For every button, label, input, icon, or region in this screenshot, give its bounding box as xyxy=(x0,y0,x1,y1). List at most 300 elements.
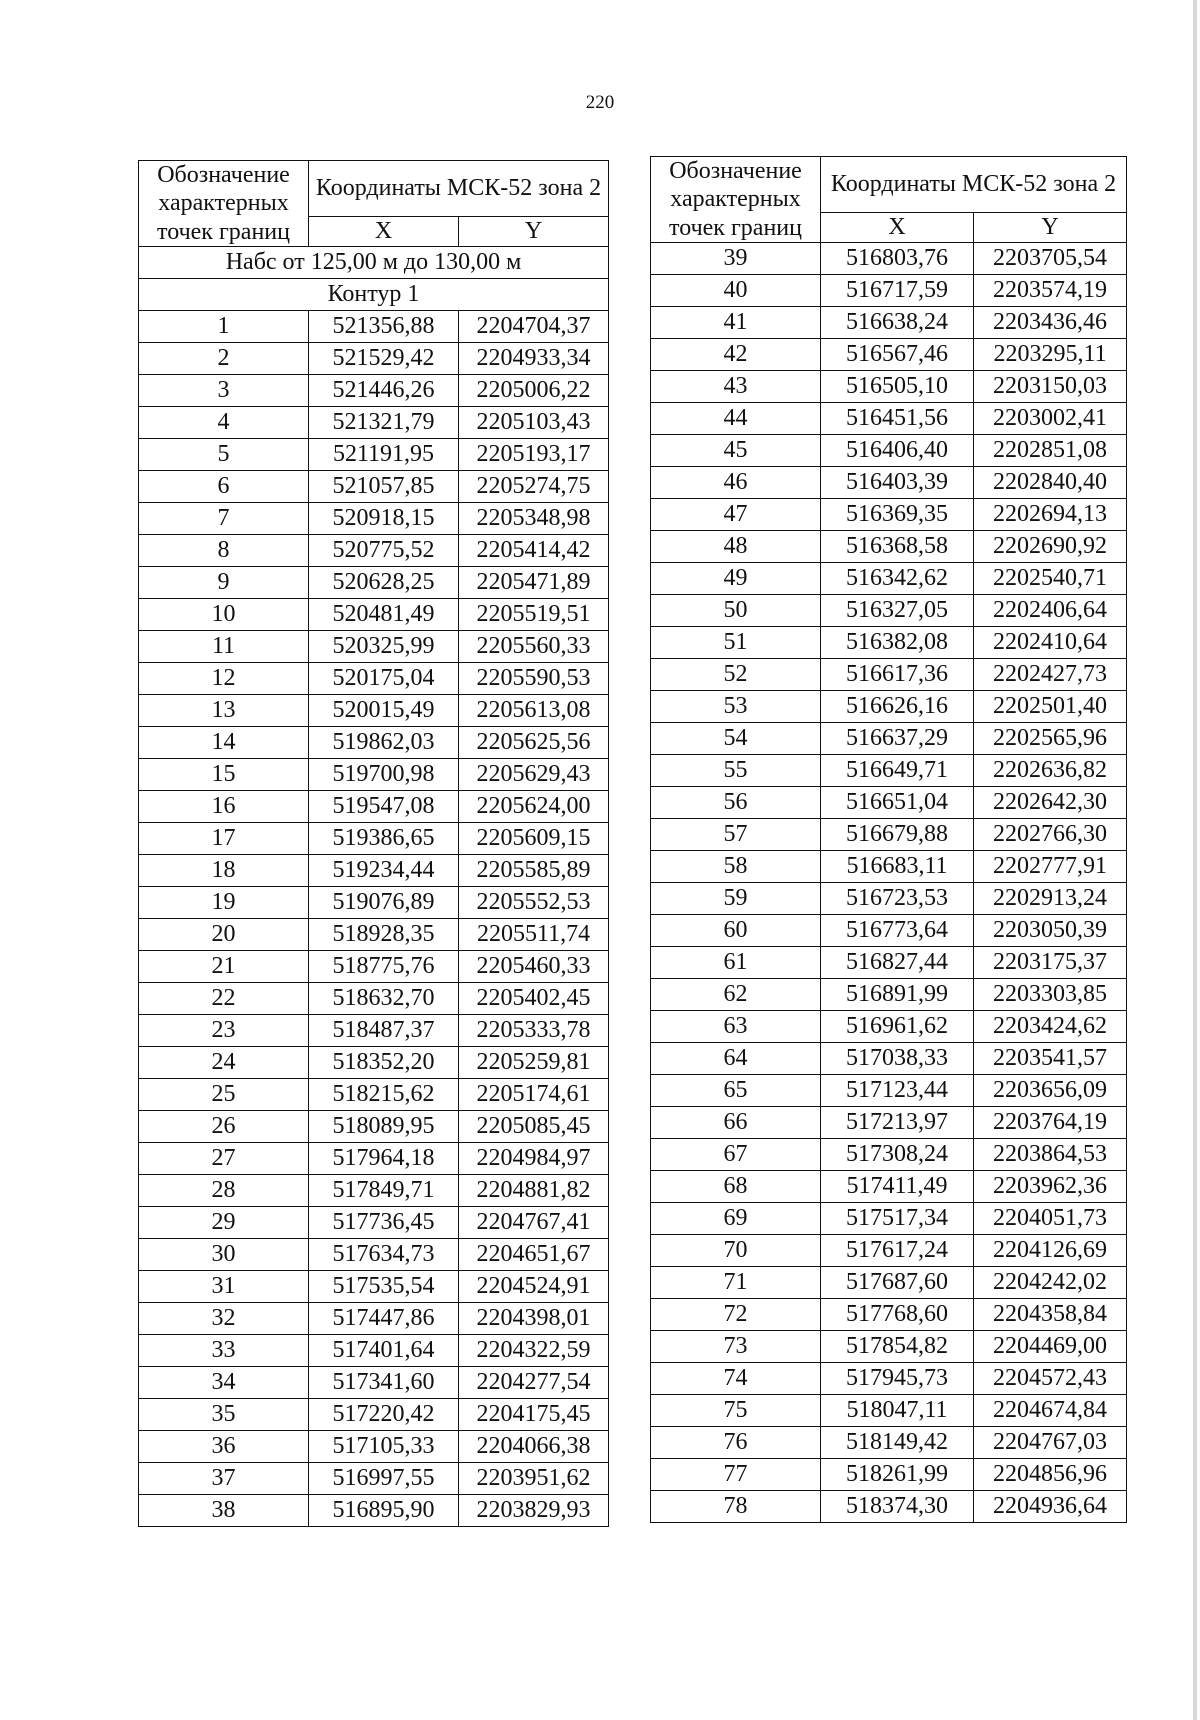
y-coordinate: 2205193,17 xyxy=(459,438,609,470)
x-coordinate: 516961,62 xyxy=(821,1010,974,1042)
point-number: 75 xyxy=(651,1394,821,1426)
x-coordinate: 516997,55 xyxy=(309,1462,459,1494)
y-coordinate: 2204051,73 xyxy=(974,1202,1127,1234)
y-coordinate: 2202851,08 xyxy=(974,434,1127,466)
point-number: 21 xyxy=(139,950,309,982)
table-row xyxy=(139,470,609,502)
y-coordinate: 2203050,39 xyxy=(974,914,1127,946)
y-coordinate: 2205471,89 xyxy=(459,566,609,598)
point-number: 33 xyxy=(139,1334,309,1366)
point-number: 48 xyxy=(651,530,821,562)
y-coordinate: 2203295,11 xyxy=(974,338,1127,370)
point-number: 71 xyxy=(651,1266,821,1298)
point-number: 12 xyxy=(139,662,309,694)
designation-header: Обозначение характерных точек границ xyxy=(139,161,309,247)
table-row xyxy=(651,882,1127,914)
table-row xyxy=(139,886,609,918)
table-row xyxy=(651,786,1127,818)
y-coordinate: 2205609,15 xyxy=(459,822,609,854)
y-coordinate: 2203829,93 xyxy=(459,1494,609,1526)
x-coordinate: 518352,20 xyxy=(309,1046,459,1078)
point-number: 78 xyxy=(651,1490,821,1522)
point-number: 7 xyxy=(139,502,309,534)
point-number: 14 xyxy=(139,726,309,758)
table-row xyxy=(139,502,609,534)
table-row xyxy=(651,562,1127,594)
table-row xyxy=(139,694,609,726)
x-coordinate: 516368,58 xyxy=(821,530,974,562)
y-coordinate: 2204524,91 xyxy=(459,1270,609,1302)
point-number: 3 xyxy=(139,374,309,406)
point-number: 56 xyxy=(651,786,821,818)
point-number: 76 xyxy=(651,1426,821,1458)
point-number: 66 xyxy=(651,1106,821,1138)
table-row xyxy=(139,1462,609,1494)
y-header: Y xyxy=(974,212,1127,242)
x-coordinate: 516403,39 xyxy=(821,466,974,498)
x-coordinate: 516891,99 xyxy=(821,978,974,1010)
table-row xyxy=(139,1398,609,1430)
x-coordinate: 516406,40 xyxy=(821,434,974,466)
x-coordinate: 517220,42 xyxy=(309,1398,459,1430)
x-coordinate: 517768,60 xyxy=(821,1298,974,1330)
point-number: 17 xyxy=(139,822,309,854)
table-row xyxy=(651,274,1127,306)
table-row xyxy=(139,758,609,790)
table-row xyxy=(651,978,1127,1010)
x-coordinate: 516723,53 xyxy=(821,882,974,914)
point-number: 62 xyxy=(651,978,821,1010)
point-number: 72 xyxy=(651,1298,821,1330)
x-coordinate: 518261,99 xyxy=(821,1458,974,1490)
point-number: 25 xyxy=(139,1078,309,1110)
y-coordinate: 2205613,08 xyxy=(459,694,609,726)
y-coordinate: 2204767,41 xyxy=(459,1206,609,1238)
x-coordinate: 517341,60 xyxy=(309,1366,459,1398)
table-row xyxy=(139,406,609,438)
y-coordinate: 2204175,45 xyxy=(459,1398,609,1430)
y-coordinate: 2205414,42 xyxy=(459,534,609,566)
table-row xyxy=(139,1270,609,1302)
table-row xyxy=(139,790,609,822)
point-number: 52 xyxy=(651,658,821,690)
y-coordinate: 2205103,43 xyxy=(459,406,609,438)
y-coordinate: 2203175,37 xyxy=(974,946,1127,978)
section-row xyxy=(139,246,609,278)
y-coordinate: 2204856,96 xyxy=(974,1458,1127,1490)
point-number: 37 xyxy=(139,1462,309,1494)
point-number: 24 xyxy=(139,1046,309,1078)
x-coordinate: 517736,45 xyxy=(309,1206,459,1238)
point-number: 67 xyxy=(651,1138,821,1170)
x-coordinate: 516803,76 xyxy=(821,242,974,274)
y-coordinate: 2204933,34 xyxy=(459,342,609,374)
coordinates-table-right-body xyxy=(651,157,1127,1523)
y-coordinate: 2202694,13 xyxy=(974,498,1127,530)
y-coordinate: 2204651,67 xyxy=(459,1238,609,1270)
x-coordinate: 519234,44 xyxy=(309,854,459,886)
y-coordinate: 2202777,91 xyxy=(974,850,1127,882)
coordinates-table-right xyxy=(650,156,1127,1523)
y-coordinate: 2204242,02 xyxy=(974,1266,1127,1298)
point-number: 44 xyxy=(651,402,821,434)
x-coordinate: 516327,05 xyxy=(821,594,974,626)
x-coordinate: 516649,71 xyxy=(821,754,974,786)
y-coordinate: 2203764,19 xyxy=(974,1106,1127,1138)
y-coordinate: 2204881,82 xyxy=(459,1174,609,1206)
table-row xyxy=(139,630,609,662)
y-coordinate: 2205274,75 xyxy=(459,470,609,502)
x-coordinate: 521529,42 xyxy=(309,342,459,374)
table-row xyxy=(139,1366,609,1398)
point-number: 34 xyxy=(139,1366,309,1398)
point-number: 32 xyxy=(139,1302,309,1334)
y-header: Y xyxy=(459,216,609,246)
x-coordinate: 520175,04 xyxy=(309,662,459,694)
point-number: 63 xyxy=(651,1010,821,1042)
y-coordinate: 2202766,30 xyxy=(974,818,1127,850)
contour-row xyxy=(139,278,609,310)
y-coordinate: 2205006,22 xyxy=(459,374,609,406)
table-row xyxy=(651,530,1127,562)
point-number: 45 xyxy=(651,434,821,466)
y-coordinate: 2205519,51 xyxy=(459,598,609,630)
point-number: 20 xyxy=(139,918,309,950)
coordinates-header: Координаты МСК-52 зона 2 xyxy=(309,161,609,217)
table-row xyxy=(651,1042,1127,1074)
y-coordinate: 2205511,74 xyxy=(459,918,609,950)
y-coordinate: 2205174,61 xyxy=(459,1078,609,1110)
point-number: 8 xyxy=(139,534,309,566)
point-number: 29 xyxy=(139,1206,309,1238)
table-row xyxy=(139,1302,609,1334)
x-coordinate: 517634,73 xyxy=(309,1238,459,1270)
point-number: 35 xyxy=(139,1398,309,1430)
designation-header: Обозначение характерных точек границ xyxy=(651,157,821,243)
y-coordinate: 2204704,37 xyxy=(459,310,609,342)
y-coordinate: 2205333,78 xyxy=(459,1014,609,1046)
table-row xyxy=(651,1074,1127,1106)
table-row xyxy=(651,1010,1127,1042)
x-coordinate: 517849,71 xyxy=(309,1174,459,1206)
point-number: 18 xyxy=(139,854,309,886)
y-coordinate: 2202565,96 xyxy=(974,722,1127,754)
y-coordinate: 2205402,45 xyxy=(459,982,609,1014)
table-row xyxy=(139,982,609,1014)
x-coordinate: 516567,46 xyxy=(821,338,974,370)
y-coordinate: 2202410,64 xyxy=(974,626,1127,658)
x-coordinate: 519862,03 xyxy=(309,726,459,758)
point-number: 15 xyxy=(139,758,309,790)
point-number: 68 xyxy=(651,1170,821,1202)
x-coordinate: 518374,30 xyxy=(821,1490,974,1522)
y-coordinate: 2204936,64 xyxy=(974,1490,1127,1522)
point-number: 50 xyxy=(651,594,821,626)
y-coordinate: 2203002,41 xyxy=(974,402,1127,434)
point-number: 51 xyxy=(651,626,821,658)
table-row xyxy=(139,726,609,758)
table-row xyxy=(139,310,609,342)
table-row xyxy=(651,1266,1127,1298)
table-row xyxy=(139,1494,609,1526)
elevation-range-label: Набс от 125,00 м до 130,00 м xyxy=(139,246,609,278)
x-coordinate: 520628,25 xyxy=(309,566,459,598)
y-coordinate: 2205560,33 xyxy=(459,630,609,662)
point-number: 49 xyxy=(651,562,821,594)
table-row xyxy=(651,466,1127,498)
x-coordinate: 516342,62 xyxy=(821,562,974,594)
point-number: 13 xyxy=(139,694,309,726)
point-number: 36 xyxy=(139,1430,309,1462)
table-row xyxy=(651,1362,1127,1394)
point-number: 69 xyxy=(651,1202,821,1234)
table-row xyxy=(139,1110,609,1142)
x-coordinate: 516773,64 xyxy=(821,914,974,946)
point-number: 11 xyxy=(139,630,309,662)
table-row xyxy=(651,722,1127,754)
point-number: 22 xyxy=(139,982,309,1014)
table-row xyxy=(139,374,609,406)
x-coordinate: 517687,60 xyxy=(821,1266,974,1298)
scan-edge-shadow xyxy=(1193,0,1197,1720)
table-row xyxy=(651,1298,1127,1330)
y-coordinate: 2203436,46 xyxy=(974,306,1127,338)
point-number: 19 xyxy=(139,886,309,918)
point-number: 2 xyxy=(139,342,309,374)
y-coordinate: 2202642,30 xyxy=(974,786,1127,818)
point-number: 77 xyxy=(651,1458,821,1490)
x-coordinate: 521446,26 xyxy=(309,374,459,406)
coordinates-table-left xyxy=(138,160,609,1527)
x-coordinate: 520325,99 xyxy=(309,630,459,662)
x-coordinate: 519386,65 xyxy=(309,822,459,854)
point-number: 31 xyxy=(139,1270,309,1302)
x-coordinate: 517401,64 xyxy=(309,1334,459,1366)
y-coordinate: 2204767,03 xyxy=(974,1426,1127,1458)
table-row xyxy=(139,1430,609,1462)
table-row xyxy=(651,1170,1127,1202)
table-row xyxy=(651,754,1127,786)
x-coordinate: 518089,95 xyxy=(309,1110,459,1142)
y-coordinate: 2203150,03 xyxy=(974,370,1127,402)
y-coordinate: 2205552,53 xyxy=(459,886,609,918)
coordinates-table-left-body xyxy=(139,161,609,1527)
point-number: 16 xyxy=(139,790,309,822)
point-number: 10 xyxy=(139,598,309,630)
table-row xyxy=(651,306,1127,338)
x-coordinate: 516717,59 xyxy=(821,274,974,306)
table-row xyxy=(139,854,609,886)
table-row xyxy=(139,1046,609,1078)
x-coordinate: 517411,49 xyxy=(821,1170,974,1202)
y-coordinate: 2204322,59 xyxy=(459,1334,609,1366)
table-row xyxy=(651,850,1127,882)
y-coordinate: 2202427,73 xyxy=(974,658,1127,690)
x-coordinate: 516638,24 xyxy=(821,306,974,338)
table-row xyxy=(651,1426,1127,1458)
table-row xyxy=(139,598,609,630)
y-coordinate: 2205590,53 xyxy=(459,662,609,694)
x-coordinate: 519700,98 xyxy=(309,758,459,790)
table-row xyxy=(651,1106,1127,1138)
table-row xyxy=(651,818,1127,850)
table-row xyxy=(651,1394,1127,1426)
x-coordinate: 517517,34 xyxy=(821,1202,974,1234)
x-coordinate: 521356,88 xyxy=(309,310,459,342)
y-coordinate: 2202406,64 xyxy=(974,594,1127,626)
point-number: 46 xyxy=(651,466,821,498)
point-number: 74 xyxy=(651,1362,821,1394)
point-number: 73 xyxy=(651,1330,821,1362)
y-coordinate: 2204066,38 xyxy=(459,1430,609,1462)
y-coordinate: 2205085,45 xyxy=(459,1110,609,1142)
y-coordinate: 2205348,98 xyxy=(459,502,609,534)
y-coordinate: 2202840,40 xyxy=(974,466,1127,498)
point-number: 26 xyxy=(139,1110,309,1142)
x-coordinate: 517038,33 xyxy=(821,1042,974,1074)
table-row xyxy=(651,434,1127,466)
table-row xyxy=(651,370,1127,402)
x-coordinate: 518149,42 xyxy=(821,1426,974,1458)
x-coordinate: 516637,29 xyxy=(821,722,974,754)
table-row xyxy=(139,342,609,374)
x-header: X xyxy=(821,212,974,242)
table-row xyxy=(651,1234,1127,1266)
point-number: 43 xyxy=(651,370,821,402)
point-number: 47 xyxy=(651,498,821,530)
point-number: 4 xyxy=(139,406,309,438)
point-number: 38 xyxy=(139,1494,309,1526)
table-row xyxy=(139,1334,609,1366)
point-number: 23 xyxy=(139,1014,309,1046)
table-row xyxy=(139,822,609,854)
x-coordinate: 516617,36 xyxy=(821,658,974,690)
table-row xyxy=(651,658,1127,690)
x-coordinate: 516626,16 xyxy=(821,690,974,722)
page-number: 220 xyxy=(585,92,615,113)
x-coordinate: 517308,24 xyxy=(821,1138,974,1170)
table-row xyxy=(139,1078,609,1110)
y-coordinate: 2203574,19 xyxy=(974,274,1127,306)
x-coordinate: 518215,62 xyxy=(309,1078,459,1110)
x-coordinate: 516679,88 xyxy=(821,818,974,850)
y-coordinate: 2202913,24 xyxy=(974,882,1127,914)
point-number: 54 xyxy=(651,722,821,754)
y-coordinate: 2203951,62 xyxy=(459,1462,609,1494)
x-coordinate: 518775,76 xyxy=(309,950,459,982)
point-number: 64 xyxy=(651,1042,821,1074)
y-coordinate: 2205629,43 xyxy=(459,758,609,790)
table-row xyxy=(139,438,609,470)
y-coordinate: 2204126,69 xyxy=(974,1234,1127,1266)
y-coordinate: 2203424,62 xyxy=(974,1010,1127,1042)
table-row xyxy=(651,402,1127,434)
x-coordinate: 516382,08 xyxy=(821,626,974,658)
y-coordinate: 2204469,00 xyxy=(974,1330,1127,1362)
table-row xyxy=(139,662,609,694)
point-number: 53 xyxy=(651,690,821,722)
point-number: 59 xyxy=(651,882,821,914)
y-coordinate: 2203705,54 xyxy=(974,242,1127,274)
table-row xyxy=(139,950,609,982)
x-coordinate: 517945,73 xyxy=(821,1362,974,1394)
table-row xyxy=(139,566,609,598)
table-row xyxy=(651,594,1127,626)
y-coordinate: 2204572,43 xyxy=(974,1362,1127,1394)
x-coordinate: 521321,79 xyxy=(309,406,459,438)
x-coordinate: 521191,95 xyxy=(309,438,459,470)
y-coordinate: 2204277,54 xyxy=(459,1366,609,1398)
x-coordinate: 518928,35 xyxy=(309,918,459,950)
y-coordinate: 2204398,01 xyxy=(459,1302,609,1334)
table-row xyxy=(651,690,1127,722)
point-number: 57 xyxy=(651,818,821,850)
table-row xyxy=(139,534,609,566)
y-coordinate: 2204984,97 xyxy=(459,1142,609,1174)
point-number: 65 xyxy=(651,1074,821,1106)
table-row xyxy=(651,1138,1127,1170)
table-row xyxy=(651,1490,1127,1522)
x-coordinate: 520481,49 xyxy=(309,598,459,630)
y-coordinate: 2203541,57 xyxy=(974,1042,1127,1074)
x-coordinate: 518487,37 xyxy=(309,1014,459,1046)
x-coordinate: 517854,82 xyxy=(821,1330,974,1362)
coordinates-header: Координаты МСК-52 зона 2 xyxy=(821,157,1127,213)
y-coordinate: 2203864,53 xyxy=(974,1138,1127,1170)
table-row xyxy=(651,946,1127,978)
y-coordinate: 2205460,33 xyxy=(459,950,609,982)
table-row xyxy=(651,1202,1127,1234)
y-coordinate: 2203303,85 xyxy=(974,978,1127,1010)
y-coordinate: 2205585,89 xyxy=(459,854,609,886)
point-number: 6 xyxy=(139,470,309,502)
table-row xyxy=(651,626,1127,658)
point-number: 41 xyxy=(651,306,821,338)
y-coordinate: 2202501,40 xyxy=(974,690,1127,722)
table-row xyxy=(139,1174,609,1206)
x-coordinate: 517105,33 xyxy=(309,1430,459,1462)
x-header: X xyxy=(309,216,459,246)
point-number: 55 xyxy=(651,754,821,786)
y-coordinate: 2202690,92 xyxy=(974,530,1127,562)
point-number: 60 xyxy=(651,914,821,946)
table-header-row xyxy=(651,157,1127,213)
point-number: 30 xyxy=(139,1238,309,1270)
x-coordinate: 517964,18 xyxy=(309,1142,459,1174)
x-coordinate: 516505,10 xyxy=(821,370,974,402)
point-number: 42 xyxy=(651,338,821,370)
table-row xyxy=(651,914,1127,946)
x-coordinate: 518047,11 xyxy=(821,1394,974,1426)
x-coordinate: 516895,90 xyxy=(309,1494,459,1526)
x-coordinate: 520918,15 xyxy=(309,502,459,534)
table-row xyxy=(139,918,609,950)
point-number: 28 xyxy=(139,1174,309,1206)
x-coordinate: 519076,89 xyxy=(309,886,459,918)
x-coordinate: 517617,24 xyxy=(821,1234,974,1266)
x-coordinate: 518632,70 xyxy=(309,982,459,1014)
point-number: 58 xyxy=(651,850,821,882)
table-row xyxy=(139,1238,609,1270)
table-row xyxy=(139,1142,609,1174)
table-row xyxy=(651,338,1127,370)
x-coordinate: 517447,86 xyxy=(309,1302,459,1334)
point-number: 70 xyxy=(651,1234,821,1266)
x-coordinate: 516651,04 xyxy=(821,786,974,818)
x-coordinate: 516369,35 xyxy=(821,498,974,530)
x-coordinate: 516451,56 xyxy=(821,402,974,434)
x-coordinate: 517123,44 xyxy=(821,1074,974,1106)
